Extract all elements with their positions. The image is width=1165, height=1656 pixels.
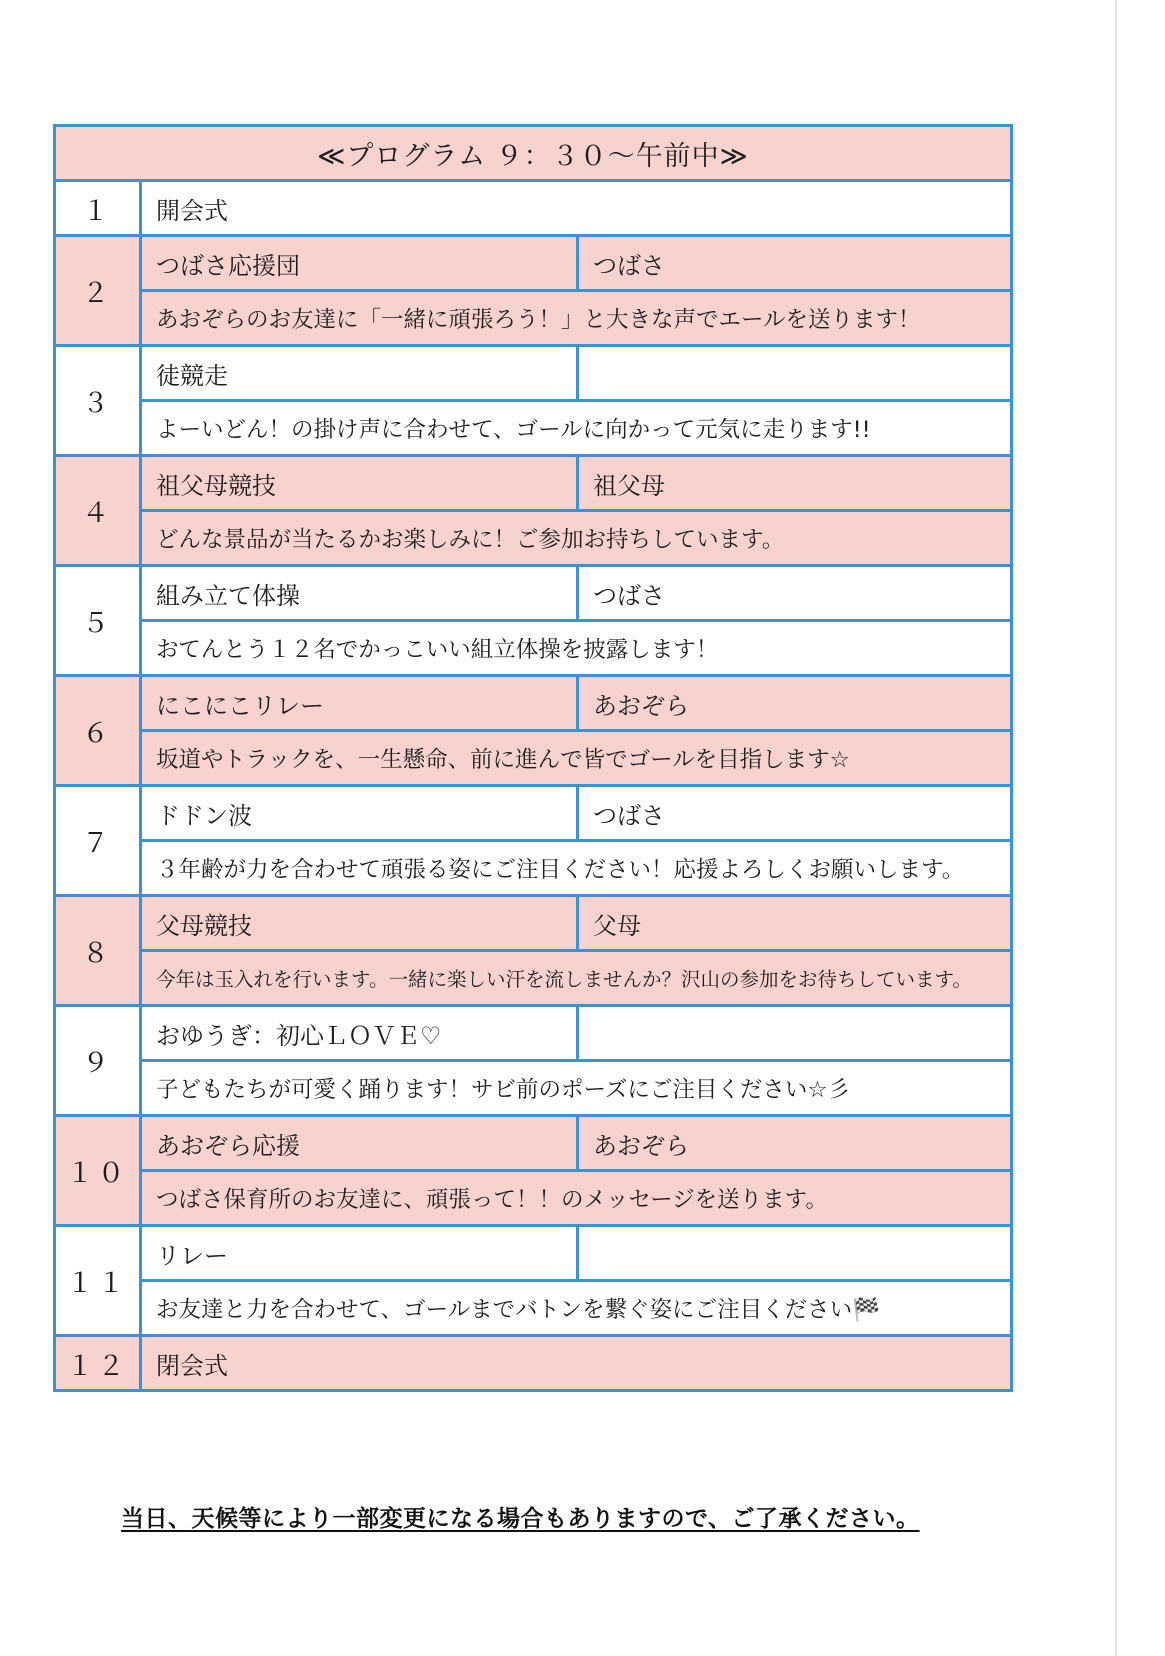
item-number: ２	[55, 236, 141, 346]
program-desc-row	[55, 1281, 1012, 1336]
program-row	[55, 456, 1012, 511]
item-group: つばさ	[578, 786, 1012, 841]
item-group	[578, 1226, 1012, 1281]
item-number: ５	[55, 566, 141, 676]
item-group: つばさ	[578, 236, 1012, 291]
item-title: つばさ応援団	[141, 236, 578, 291]
program-desc-row	[55, 841, 1012, 896]
item-title: 祖父母競技	[141, 456, 578, 511]
item-number: ８	[55, 896, 141, 1006]
item-title: おゆうぎ：初心ＬＯＶＥ♡	[141, 1006, 578, 1061]
program-desc-row	[55, 1171, 1012, 1226]
program-desc-row	[55, 511, 1012, 566]
item-number: ６	[55, 676, 141, 786]
program-row	[55, 566, 1012, 621]
item-title: 閉会式	[141, 1336, 1012, 1391]
item-number: ４	[55, 456, 141, 566]
item-title: 開会式	[141, 181, 1012, 236]
program-desc-row	[55, 951, 1012, 1006]
item-number: １１	[55, 1226, 141, 1336]
program-desc-row	[55, 1061, 1012, 1116]
item-group: あおぞら	[578, 1116, 1012, 1171]
item-description: お友達と力を合わせて、ゴールまでバトンを繋ぐ姿にご注目ください🏁	[141, 1281, 1012, 1336]
item-group	[578, 346, 1012, 401]
item-description: ３年齢が力を合わせて頑張る姿にご注目ください！応援よろしくお願いします。	[141, 841, 1012, 896]
program-header: ≪プログラム ９：３０〜午前中≫	[55, 126, 1012, 181]
item-title: 父母競技	[141, 896, 578, 951]
program-row	[55, 236, 1012, 291]
program-row	[55, 1336, 1012, 1391]
program-row	[55, 346, 1012, 401]
item-number: ７	[55, 786, 141, 896]
item-description: 坂道やトラックを、一生懸命、前に進んで皆でゴールを目指します☆	[141, 731, 1012, 786]
program-desc-row	[55, 731, 1012, 786]
item-title: 徒競走	[141, 346, 578, 401]
program-desc-row	[55, 401, 1012, 456]
item-group: つばさ	[578, 566, 1012, 621]
footer-note: 当日、天候等により一部変更になる場合もありますので、ご了承ください。	[121, 1506, 920, 1532]
item-group: 祖父母	[578, 456, 1012, 511]
item-title: にこにこリレー	[141, 676, 578, 731]
item-description: おてんとう１２名でかっこいい組立体操を披露します！	[141, 621, 1012, 676]
program-row	[55, 1006, 1012, 1061]
item-number: １０	[55, 1116, 141, 1226]
item-description: あおぞらのお友達に「一緒に頑張ろう！」と大きな声でエールを送ります！	[141, 291, 1012, 346]
item-title: ドドン波	[141, 786, 578, 841]
item-description: 子どもたちが可愛く踊ります！サビ前のポーズにご注目ください☆彡	[141, 1061, 1012, 1116]
item-group: 父母	[578, 896, 1012, 951]
scan-edge-line	[1115, 0, 1117, 1656]
item-description: どんな景品が当たるかお楽しみに！ご参加お持ちしています。	[141, 511, 1012, 566]
program-desc-row	[55, 291, 1012, 346]
item-description: つばさ保育所のお友達に、頑張って！！のメッセージを送ります。	[141, 1171, 1012, 1226]
program-desc-row	[55, 621, 1012, 676]
item-title: 組み立て体操	[141, 566, 578, 621]
program-header-row	[55, 126, 1012, 181]
program-row	[55, 896, 1012, 951]
program-row	[55, 1116, 1012, 1171]
item-number: ９	[55, 1006, 141, 1116]
item-description: 今年は玉入れを行います。一緒に楽しい汗を流しませんか？沢山の参加をお待ちしています。	[141, 951, 1012, 1006]
program-row	[55, 181, 1012, 236]
item-title: リレー	[141, 1226, 578, 1281]
item-group: あおぞら	[578, 676, 1012, 731]
program-row	[55, 1226, 1012, 1281]
item-group	[578, 1006, 1012, 1061]
item-number: １２	[55, 1336, 141, 1391]
item-title: あおぞら応援	[141, 1116, 578, 1171]
program-row	[55, 676, 1012, 731]
item-number: １	[55, 181, 141, 236]
item-number: ３	[55, 346, 141, 456]
program-table	[53, 124, 1013, 1392]
program-row	[55, 786, 1012, 841]
item-description: よーいどん！の掛け声に合わせて、ゴールに向かって元気に走ります!!	[141, 401, 1012, 456]
